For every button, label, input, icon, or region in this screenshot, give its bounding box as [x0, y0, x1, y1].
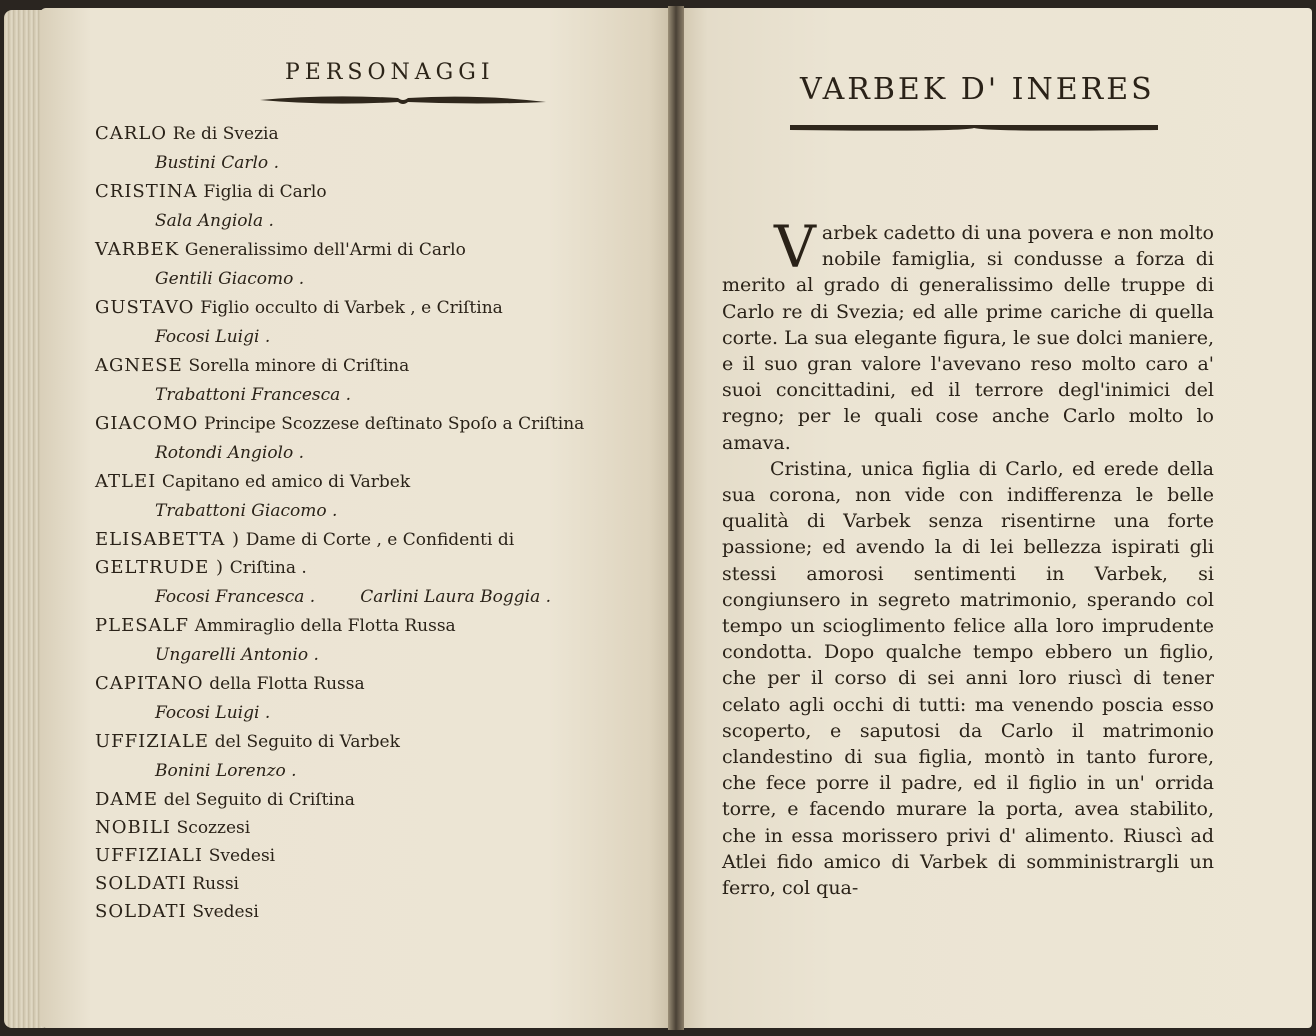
role-description: Re di Svezia — [172, 124, 279, 144]
role-description: Ammiraglio della Flotta Russa — [194, 616, 456, 636]
role-name: GIACOMO — [95, 413, 199, 434]
role-description: Capitano ed amico di Varbek — [161, 472, 411, 492]
actor-name: Ungarelli Antonio . — [155, 645, 319, 665]
cast-role — [95, 814, 645, 842]
actor-name: Bonini Lorenzo . — [155, 761, 297, 781]
actor-pair — [95, 582, 645, 612]
cast-role — [95, 554, 645, 582]
cast-role — [95, 728, 645, 756]
cast-role — [95, 468, 645, 496]
role-description: del Seguito di Criſtina — [163, 790, 355, 810]
drop-cap: V — [774, 213, 816, 281]
cast-role — [95, 120, 645, 148]
role-description: Principe Scozzese deſtinato Spoſo a Criſtina — [203, 414, 585, 434]
actor-name: Trabattoni Francesca . — [155, 385, 352, 405]
heading-rule-ornament — [258, 92, 548, 108]
role-name: VARBEK — [95, 239, 180, 260]
cast-role — [95, 670, 645, 698]
role-description: Criſtina . — [229, 558, 307, 578]
role-description: Svedesi — [192, 902, 259, 922]
cast-role — [95, 898, 645, 926]
actor-name: Gentili Giacomo . — [155, 269, 305, 289]
role-name: CARLO — [95, 123, 168, 144]
actor-name: Bustini Carlo . — [155, 153, 279, 173]
role-name: DAME — [95, 789, 159, 810]
book-gutter — [668, 6, 684, 1030]
cast-list — [95, 120, 645, 926]
role-name: ELISABETTA ) — [95, 529, 241, 550]
page-edges — [4, 10, 44, 1028]
role-name: PLESALF — [95, 615, 189, 636]
cast-role — [95, 236, 645, 264]
actor-name: Focosi Francesca . — [155, 587, 316, 607]
role-name: CAPITANO — [95, 673, 204, 694]
actor-name: Trabattoni Giacomo . — [155, 501, 338, 521]
role-description: Dame di Corte , e Confidenti di — [245, 530, 515, 550]
role-name: SOLDATI — [95, 873, 187, 894]
role-name: ATLEI — [95, 471, 157, 492]
actor-name: Focosi Luigi . — [155, 327, 271, 347]
role-description: Generalissimo dell'Armi di Carlo — [184, 240, 466, 260]
role-description: Sorella minore di Criſtina — [188, 356, 410, 376]
role-description: Figlio occulto di Varbek , e Criſtina — [200, 298, 503, 318]
paragraph-2: Cristina, unica figlia di Carlo, ed erede della sua corona, non vide con indifferenza le belle qualità di Varbek senza risentirne una forte passione; ed avendo la di lei bellezza ispirati gli stessi amorosi sentimenti in Varbek, si congiunsero in segreto matrimonio, sperando col tempo un scioglimento felice alla loro imprudente condotta. Dopo qualche tempo ebbero un figlio, che per il corso di sei anni loro riuscì di tener celato agli occhi di tutti: ma venendo poscia esso scoperto, e saputosi da Carlo il matrimonio clandestino di sua figlia, montò in tanto furore, che fece porre il padre, ed il figlio in un' orrida torre, e facendo murare la porta, avea stabilito, che in essa morissero privi d' alimento. Riuscì ad Atlei fido amico di Varbek di somministrargli un ferro, col qua- — [722, 457, 1214, 900]
actor-name: Focosi Luigi . — [155, 703, 271, 723]
cast-role — [95, 526, 645, 554]
actor-name: Rotondi Angiolo . — [155, 443, 305, 463]
cast-role — [95, 612, 645, 640]
actor-name: Sala Angiola . — [155, 211, 274, 231]
cast-role — [95, 178, 645, 206]
role-description: Svedesi — [208, 846, 276, 866]
role-name: GELTRUDE ) — [95, 557, 225, 578]
role-description: della Flotta Russa — [209, 674, 365, 694]
play-title: VARBEK D' INERES — [800, 72, 1155, 107]
role-name: AGNESE — [95, 355, 183, 376]
role-description: Figlia di Carlo — [203, 182, 327, 202]
role-name: SOLDATI — [95, 901, 187, 922]
cast-role — [95, 870, 645, 898]
cast-role — [95, 410, 645, 438]
role-description: Scozzesi — [176, 818, 251, 838]
role-description: Russi — [192, 874, 239, 894]
cast-heading: PERSONAGGI — [285, 60, 495, 85]
role-name: NOBILI — [95, 817, 171, 838]
role-name: UFFIZIALI — [95, 845, 203, 866]
paragraph-1-text: arbek cadetto di una povera e non molto nobile famiglia, si condusse a forza di merito al grado di generalissimo delle truppe di Carlo re di Svezia; ed alle prime cariche di quella corte. La sua elegante figura, le sue dolci maniere, e il suo gran valore l'avevano reso molto caro a' suoi concittadini, ed il terrore degl'inimici del regno; per le quali cose anche Carlo molto lo amava. — [722, 222, 1214, 454]
cast-role — [95, 294, 645, 322]
title-rule-ornament — [788, 120, 1160, 134]
role-name: CRISTINA — [95, 181, 198, 202]
cast-role — [95, 786, 645, 814]
cast-role — [95, 842, 645, 870]
actor-name: Carlini Laura Boggia . — [360, 587, 552, 607]
cast-role — [95, 352, 645, 380]
paragraph-1 — [722, 213, 1214, 456]
role-name: UFFIZIALE — [95, 731, 209, 752]
role-description: del Seguito di Varbek — [214, 732, 400, 752]
role-name: GUSTAVO — [95, 297, 195, 318]
argument-text — [722, 213, 1214, 901]
